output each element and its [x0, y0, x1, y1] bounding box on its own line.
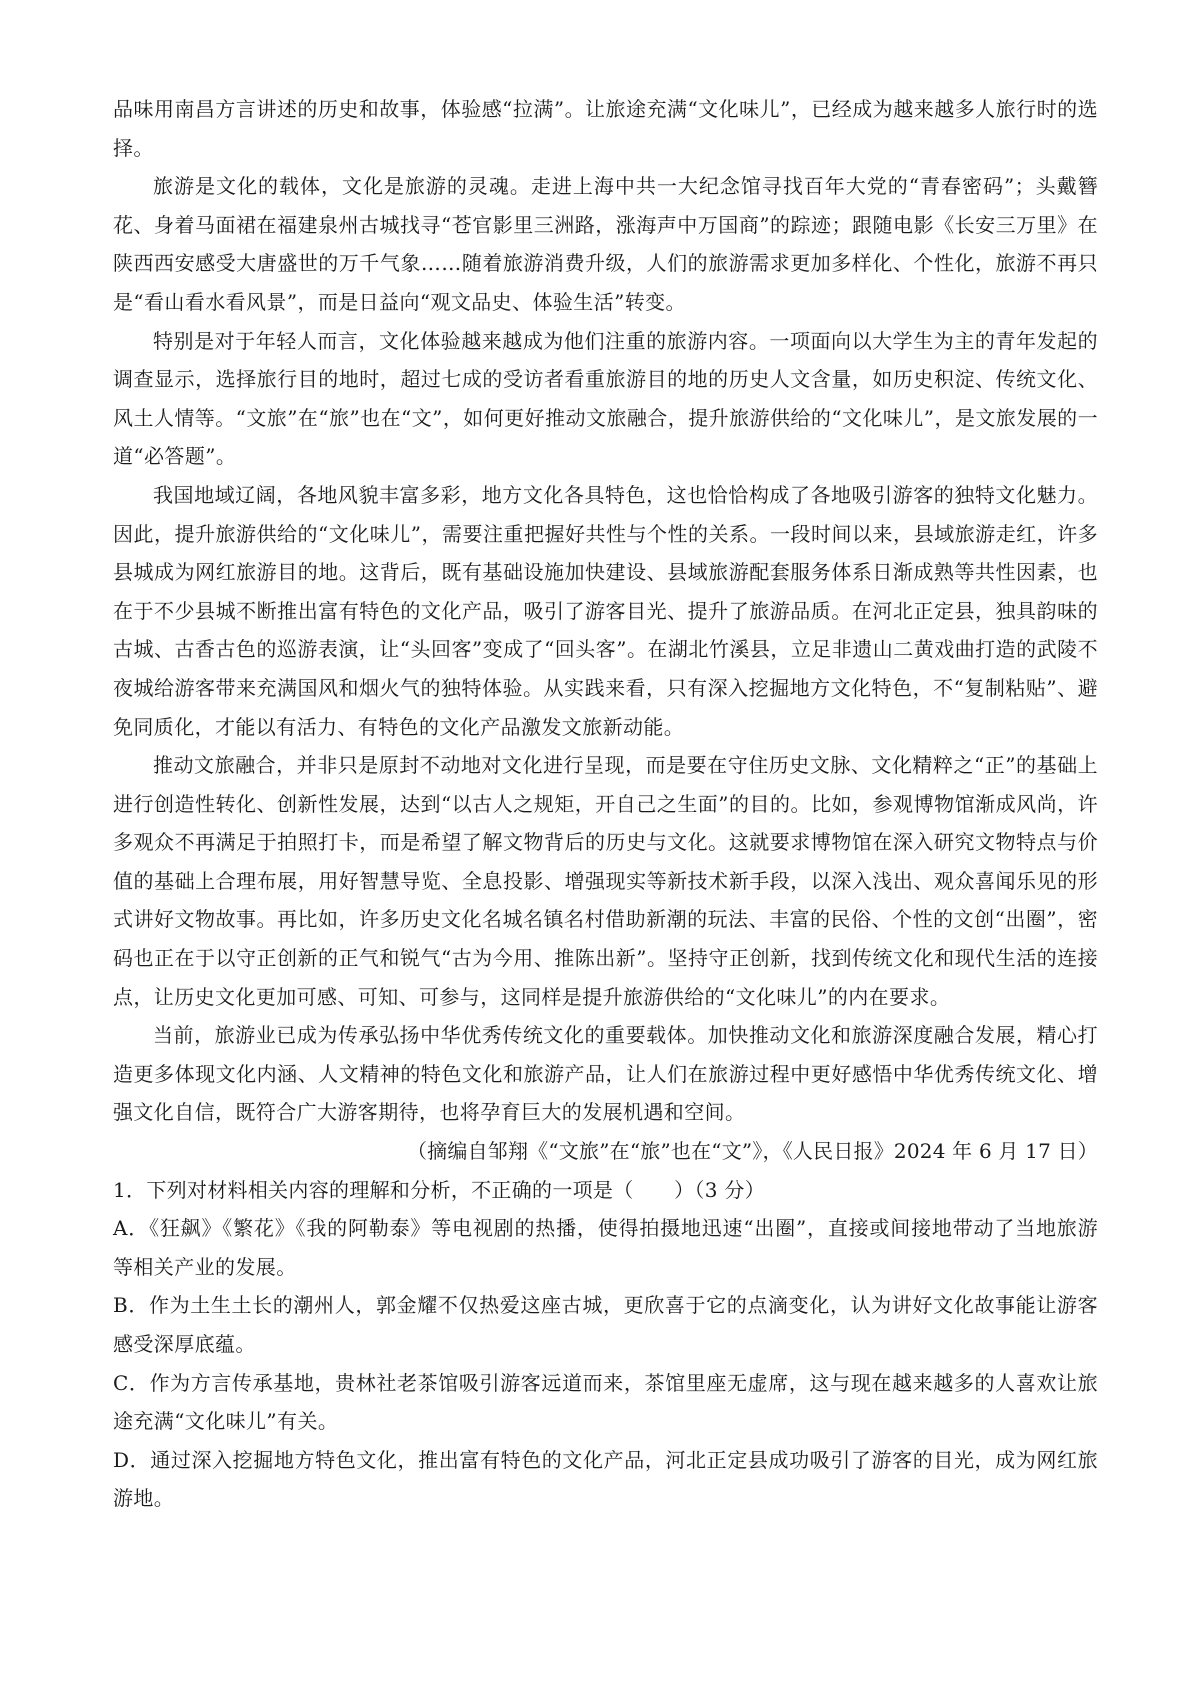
question-option-b: B．作为土生土长的潮州人，郭金耀不仅热爱这座古城，更欣喜于它的点滴变化，认为讲好文化故事能让游客感受深厚底蕴。 [113, 1293, 1098, 1356]
question-option-c: C．作为方言传承基地，贵林社老茶馆吸引游客远道而来，茶馆里座无虚席，这与现在越来越多的人喜欢让旅途充满“文化味儿”有关。 [113, 1370, 1098, 1434]
document-page [113, 90, 1098, 1518]
question-option-a: A．《狂飙》《繁花》《我的阿勒泰》等电视剧的热播，使得拍摄地迅速“出圈”，直接或间接地带动了当地旅游等相关产业的发展。 [113, 1216, 1098, 1279]
article-paragraph-5: 推动文旅融合，并非只是原封不动地对文化进行呈现，而是要在守住历史文脉、文化精粹之“正”的基础上进行创造性转化、创新性发展，达到“以古人之规矩，开自己之生面”的目的。比如，参观博物馆渐成风尚，许多观众不再满足于拍照打卡，而是希望了解文物背后的历史与文化。这就要求博物馆在深入研究文物特点与价值的基础上合理布展，用好智慧导览、全息投影、增强现实等新技术新手段，以深入浅出、观众喜闻乐见的形式讲好文物故事。再比如，许多历史文化名城名镇名村借助新潮的玩法、丰富的民俗、个性的文创“出圈”，密码也正在于以守正创新的正气和锐气“古为今用、推陈出新”。坚持守正创新，找到传统文化和现代生活的连接点，让历史文化更加可感、可知、可参与，这同样是提升旅游供给的“文化味儿”的内在要求。 [113, 753, 1098, 1009]
article-source: （摘编自邹翔《“文旅”在“旅”也在“文”》，《人民日报》2024 年 6 月 17 日） [406, 1139, 1098, 1164]
article-paragraph-6: 当前，旅游业已成为传承弘扬中华优秀传统文化的重要载体。加快推动文化和旅游深度融合发展，精心打造更多体现文化内涵、人文精神的特色文化和旅游产品，让人们在旅游过程中更好感悟中华优秀传统文化、增强文化自信，既符合广大游客期待，也将孕育巨大的发展机遇和空间。 [113, 1023, 1098, 1125]
question-stem: 1．下列对材料相关内容的理解和分析，不正确的一项是（ ）（3 分） [113, 1177, 766, 1202]
article-paragraph-2: 旅游是文化的载体，文化是旅游的灵魂。走进上海中共一大纪念馆寻找百年大党的“青春密码”；头戴簪花、身着马面裙在福建泉州古城找寻“苍官影里三洲路，涨海声中万国商”的踪迹；跟随电影《长安三万里》在陕西西安感受大唐盛世的万千气象……随着旅游消费升级，人们的旅游需求更加多样化、个性化，旅游不再只是“看山看水看风景”，而是日益向“观文品史、体验生活”转变。 [113, 174, 1098, 314]
article-paragraph-3: 特别是对于年轻人而言，文化体验越来越成为他们注重的旅游内容。一项面向以大学生为主的青年发起的调查显示，选择旅行目的地时，超过七成的受访者看重旅游目的地的历史人文含量，如历史积淀、传统文化、风土人情等。“文旅”在“旅”也在“文”，如何更好推动文旅融合，提升旅游供给的“文化味儿”，是文旅发展的一道“必答题”。 [113, 328, 1098, 469]
question-option-d: D．通过深入挖掘地方特色文化，推出富有特色的文化产品，河北正定县成功吸引了游客的目光，成为网红旅游地。 [113, 1447, 1098, 1511]
article-paragraph-4: 我国地域辽阔，各地风貌丰富多彩，地方文化各具特色，这也恰恰构成了各地吸引游客的独特文化魅力。因此，提升旅游供给的“文化味儿”，需要注重把握好共性与个性的关系。一段时间以来，县域旅游走红，许多县城成为网红旅游目的地。这背后，既有基础设施加快建设、县域旅游配套服务体系日渐成熟等共性因素，也在于不少县城不断推出富有特色的文化产品，吸引了游客目光、提升了旅游品质。在河北正定县，独具韵味的古城、古香古色的巡游表演，让“头回客”变成了“回头客”。在湖北竹溪县，立足非遗山二黄戏曲打造的武陵不夜城给游客带来充满国风和烟火气的独特体验。从实践来看，只有深入挖掘地方文化特色，不“复制粘贴”、避免同质化，才能以有活力、有特色的文化产品激发文旅新动能。 [113, 482, 1098, 739]
article-paragraph-1: 品味用南昌方言讲述的历史和故事，体验感“拉满”。让旅途充满“文化味儿”，已经成为越来越多人旅行时的选择。 [113, 97, 1098, 160]
